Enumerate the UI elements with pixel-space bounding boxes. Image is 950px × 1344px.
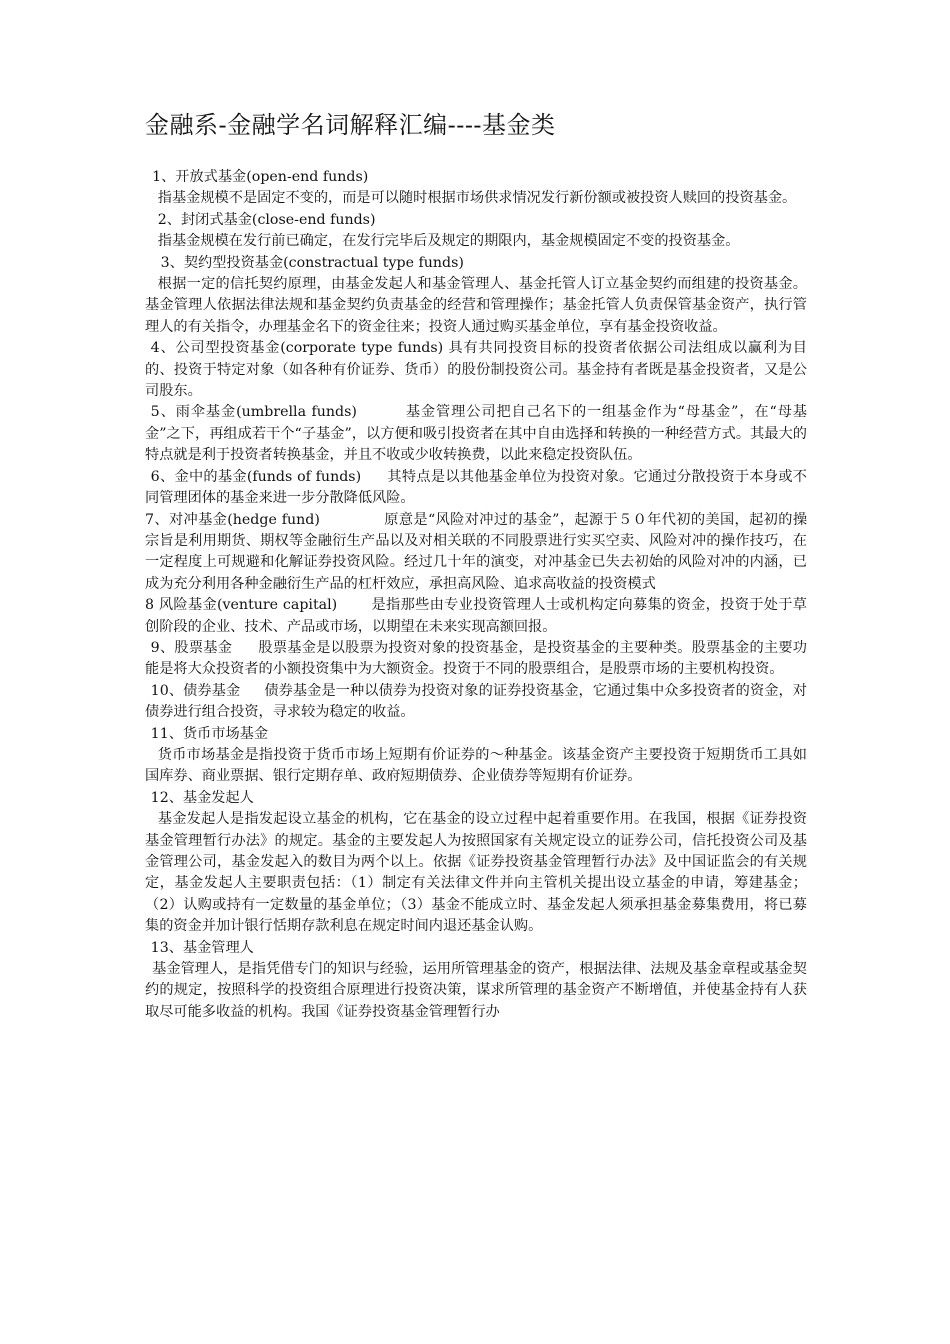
document-title: 金融系-金融学名词解释汇编----基金类 bbox=[145, 111, 556, 139]
term-heading-open-end-fund: 1、开放式基金(open-end funds) bbox=[152, 169, 369, 185]
term-heading-fund-sponsor: 12、基金发起人 bbox=[150, 789, 254, 806]
definition-bond-fund: 债券基金是一种以债券为投资对象的证券投资基金，它通过集中众多投资者的资金，对债券进行组合投资，寻求较为稳定的收益。 bbox=[145, 682, 807, 721]
paragraph-stock-fund bbox=[145, 638, 807, 681]
term-heading-hedge-fund: 7、对冲基金(hedge fund) bbox=[145, 511, 320, 528]
definition-umbrella-fund: 基金管理公司把自己名下的一组基金作为“母基金”，在“母基金”之下，再组成若干个“子基金”，以方便和吸引投资者在其中自由选择和转换的一种经营方式。其最大的特点就是利于投资者转换基金，并且不收或少收转换费，以此来稳定投资队伍。 bbox=[145, 404, 807, 464]
definition-open-end-fund: 指基金规模不是固定不变的，而是可以随时根据市场供求情况发行新份额或被投资人赎回的投资基金。 bbox=[157, 190, 797, 207]
definition-stock-fund: 股票基金是以股票为投资对象的投资基金，是投资基金的主要种类。股票基金的主要功能是将大众投资者的小额投资集中为大额资金。投资于不同的股票组合，是股票市场的主要机构投资。 bbox=[145, 639, 807, 678]
definition-corporate-fund: 4、公司型投资基金(corporate type funds) 具有共同投资目标的投资者依据公司法组成以赢利为目的、投资于特定对象（如各种有价证券、货币）的股份制投资公司。基金持有者既是基金投资者，又是公司股东。 bbox=[145, 340, 807, 400]
term-heading-close-end-fund: 2、封闭式基金(close-end funds) bbox=[157, 211, 376, 228]
definition-hedge-fund: 原意是“风险对冲过的基金”，起源于５０年代初的美国，起初的操宗旨是利用期货、期权等金融衍生产品以及对相关联的不同股票进行实买空卖、风险对冲的操作技巧，在一定程度上可规避和化解证券投资风险。经过几十年的演变，对冲基金已失去初始的风险对冲的内涵，已成为充分利用各种金融衍生产品的杠杆效应，承担高风险、追求高收益的投资模式 bbox=[145, 511, 808, 592]
definition-fund-manager: 基金管理人，是指凭借专门的知识与经验，运用所管理基金的资产，根据法律、法规及基金章程或基金契约的规定，按照科学的投资组合原理进行投资决策，谋求所管理的基金资产不断增值，并使基金持有人获取尽可能多收益的机构。我国《证券投资基金管理暂行办 bbox=[145, 961, 807, 1020]
term-heading-umbrella-fund: 5、雨伞基金(umbrella funds) bbox=[150, 404, 357, 421]
definition-contractual-fund: 根据一定的信托契约原理，由基金发起人和基金管理人、基金托管人订立基金契约而组建的投资基金。基金管理人依据法律法规和基金契约负责基金的经营和管理操作；基金托管人负责保管基金资产，执行管理人的有关指令，办理基金名下的资金往来；投资人通过购买基金单位，享有基金投资收益。 bbox=[145, 276, 807, 335]
paragraph-hedge-fund bbox=[145, 510, 807, 596]
definition-fund-sponsor: 基金发起人是指发起设立基金的机构，它在基金的设立过程中起着重要作用。在我国，根据《证券投资基金管理暂行办法》的规定。基金的主要发起人为按照国家有关规定设立的证券公司，信托投资公司及基金管理公司，基金发起入的数目为两个以上。依据《证券投资基金管理暂行办法》及中国证监会的有关规定，基金发起人主要职责包括：（1）制定有关法律文件并向主管机关提出设立基金的申请，筹建基金；（2）认购或持有一定数量的基金单位；（3）基金不能成立时、基金发起人须承担基金募集费用，将已募集的资金并加计银行恬期存款利息在规定时间内退还基金认购。 bbox=[145, 811, 807, 935]
paragraph-funds-of-funds bbox=[145, 467, 807, 510]
paragraph-umbrella-fund bbox=[145, 402, 807, 466]
term-heading-stock-fund: 9、股票基金 bbox=[150, 639, 233, 656]
term-heading-venture-capital: 8 风险基金(venture capital) bbox=[145, 597, 338, 614]
paragraph-bond-fund bbox=[145, 681, 807, 724]
document-body bbox=[145, 167, 807, 1023]
definition-money-market-fund: 货币市场基金是指投资于货币市场上短期有价证券的～种基金。该基金资产主要投资于短期货币工具如国库券、商业票据、银行定期存单、政府短期债券、企业债券等短期有价证券。 bbox=[145, 746, 807, 785]
definition-funds-of-funds: 其特点是以其他基金单位为投资对象。它通过分散投资于本身或不同管理团体的基金来进一步分散降低风险。 bbox=[145, 468, 807, 507]
term-heading-contractual-fund: 3、契约型投资基金(constractual type funds) bbox=[160, 254, 464, 271]
definition-venture-capital: 是指那些由专业投资管理人士或机构定向募集的资金，投资于处于草创阶段的企业、技术、产品或市场，以期望在未来实现高额回报。 bbox=[145, 597, 807, 635]
term-heading-funds-of-funds: 6、金中的基金(funds of funds) bbox=[150, 468, 362, 485]
paragraph-venture-capital bbox=[145, 595, 807, 638]
term-heading-bond-fund: 10、债券基金 bbox=[150, 682, 241, 699]
definition-close-end-fund: 指基金规模在发行前已确定，在发行完毕后及规定的期限内，基金规模固定不变的投资基金。 bbox=[157, 233, 740, 250]
term-heading-fund-manager: 13、基金管理人 bbox=[150, 939, 254, 956]
term-heading-money-market-fund: 11、货币市场基金 bbox=[150, 725, 269, 742]
